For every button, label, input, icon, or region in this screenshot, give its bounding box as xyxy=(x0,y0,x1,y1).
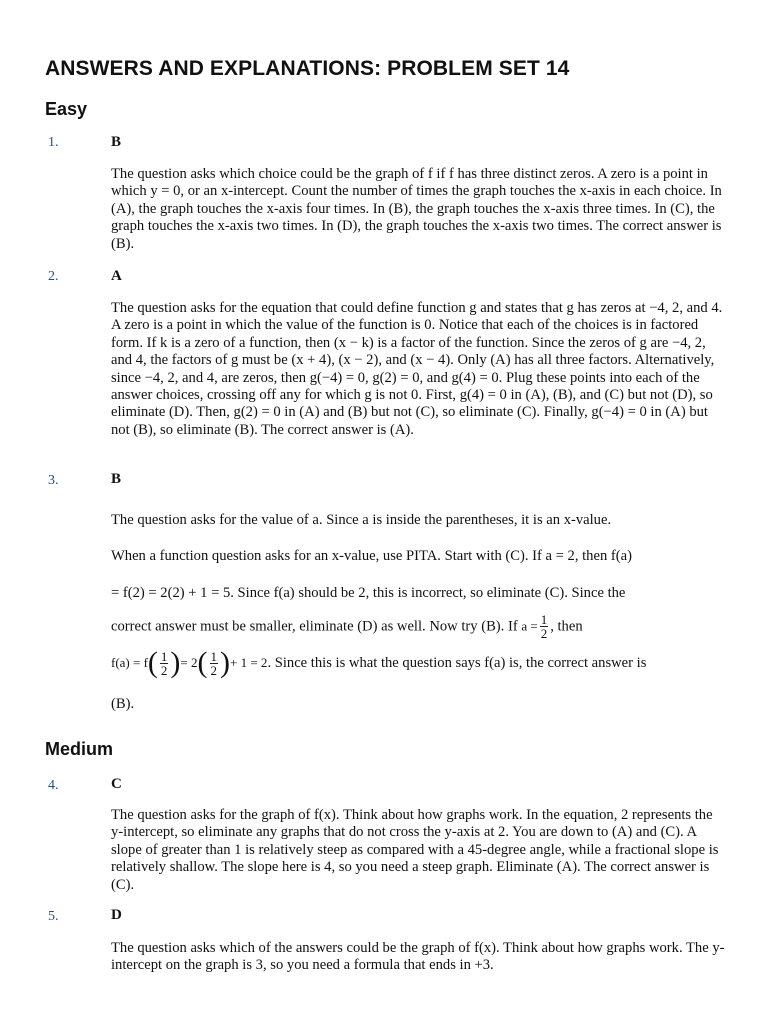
fraction-denominator: 2 xyxy=(540,626,548,641)
question-number: 3. xyxy=(48,473,59,488)
fraction xyxy=(540,613,549,640)
fraction xyxy=(210,650,219,677)
right-paren: ) xyxy=(170,646,181,679)
fraction xyxy=(160,650,169,677)
equation-end: + 1 = 2 xyxy=(230,655,268,670)
line-text: . Since this is what the question says f(a) is, the correct answer is xyxy=(267,655,647,671)
explanation-text: The question asks for the equation that could define function g and states that g has zeros at −4, 2, and 4. A zero is a point in which the value of the function is 0. Notice that each of the choices is in factored form. If k is a zero of a function, then (x − k) is a factor of the function. Since the zeros of g are −4, 2, and 4, the factors of g must be (x + 4), (x − 2), and (x − 4). Only (A) has all three factors. Alternatively, since −4, 2, and 4, are zeros, then g(−4) = 0, g(2) = 0, and g(4) = 0. Plug these points into each of the answer choices, crossing off any for which g is not 0. First, g(4) = 0 in (A), (B), and (C) but not (D), so eliminate (D). Then, g(2) = 0 in (A) and (B) but not (C), so eliminate (C). Finally, g(−4) = 0 in (A) but not (B), so eliminate (B). The correct answer is (A). xyxy=(111,300,723,438)
question-number: 1. xyxy=(48,135,59,150)
explanation-line: (B). xyxy=(111,696,135,712)
explanation-line: The question asks for the value of a. Since a is inside the parentheses, it is an x-value. xyxy=(111,512,612,528)
question-number: 4. xyxy=(48,778,59,793)
page-title: ANSWERS AND EXPLANATIONS: PROBLEM SET 14 xyxy=(45,57,570,80)
line-text: , then xyxy=(550,618,583,635)
answer-letter: D xyxy=(111,907,122,923)
fraction-denominator: 2 xyxy=(160,662,168,678)
fraction-numerator: 1 xyxy=(210,648,218,664)
left-paren: ( xyxy=(147,646,158,679)
fraction-numerator: 1 xyxy=(540,612,548,627)
question-number: 5. xyxy=(48,909,59,924)
fraction-denominator: 2 xyxy=(210,662,218,678)
equation-mid: = 2 xyxy=(180,655,198,670)
fraction-numerator: 1 xyxy=(160,648,168,664)
math-variable: a = xyxy=(521,618,538,634)
section-heading-medium: Medium xyxy=(45,739,114,759)
answer-letter: A xyxy=(111,268,122,284)
explanation-text: The question asks which of the answers could be the graph of f(x). Think about how graphs work. The y-intercept on the graph is 3, so you need a formula that ends in +3. xyxy=(111,940,725,974)
explanation-line: = f(2) = 2(2) + 1 = 5. Since f(a) should be 2, this is incorrect, so eliminate (C). Since the xyxy=(111,585,626,601)
line-text: correct answer must be smaller, eliminate (D) as well. Now try (B). If xyxy=(111,618,518,635)
explanation-line: When a function question asks for an x-value, use PITA. Start with (C). If a = 2, then f(a) xyxy=(111,548,632,564)
section-heading-easy: Easy xyxy=(45,99,88,119)
answer-letter: C xyxy=(111,776,122,792)
left-paren: ( xyxy=(197,646,208,679)
question-number: 2. xyxy=(48,269,59,284)
answer-letter: B xyxy=(111,471,122,487)
explanation-text: The question asks which choice could be the graph of f if f has three distinct zeros. A zero is a point in which y = 0, or an x-intercept. Count the number of times the graph touches the x-axis in each choice. In (A), the graph touches the x-axis four times. In (B), the graph touches the x-axis three times. In (C), the graph touches the x-axis two times. In (D), the graph touches the x-axis two times. The correct answer is (B). xyxy=(111,166,722,252)
equation-line xyxy=(111,648,727,678)
answer-letter: B xyxy=(111,134,122,150)
explanation-text: The question asks for the graph of f(x). Think about how graphs work. In the equation, 2 represents the y-intercept, so eliminate any graphs that do not cross the y-axis at 2. You are down to (A) and (C). A slope of greater than 1 is relatively steep as compared with a 45-degree angle, while a fractional slope is relatively shallow. The slope here is 4, so you need a steep graph. Eliminate (A). The correct answer is (C). xyxy=(111,807,719,893)
equation-lhs: f(a) = f xyxy=(111,655,148,670)
explanation-line xyxy=(111,613,727,640)
right-paren: ) xyxy=(220,646,231,679)
